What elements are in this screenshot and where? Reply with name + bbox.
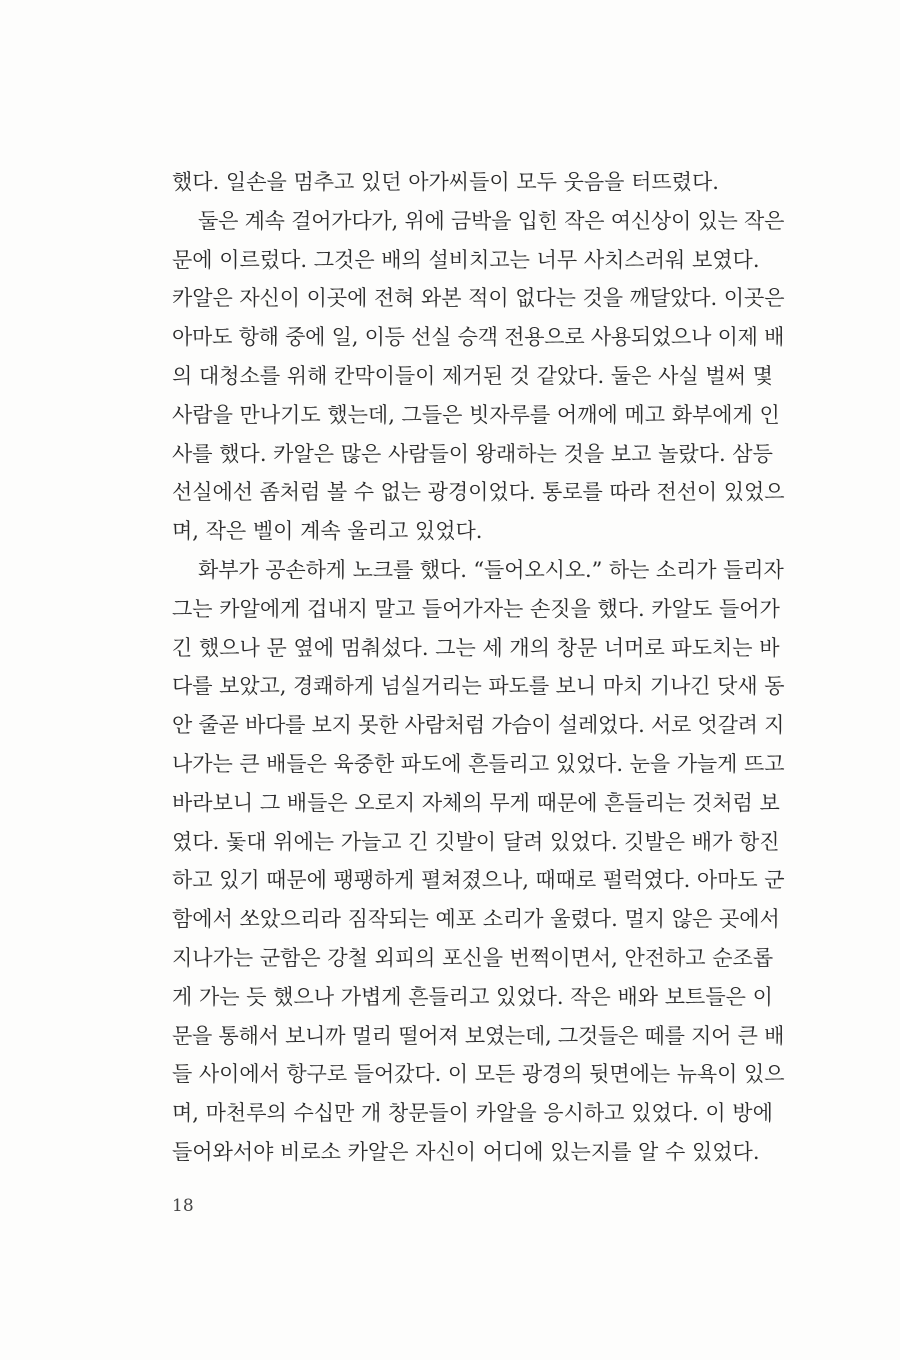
text-line: 화부가 공손하게 노크를 했다. “들어오시오.” 하는 소리가 들리자: [198, 557, 784, 582]
text-line: 였다. 돛대 위에는 가늘고 긴 깃발이 달려 있었다. 깃발은 배가 항진: [172, 829, 780, 854]
text-line: 문을 통해서 보니까 멀리 떨어져 보였는데, 그것들은 떼를 지어 큰 배: [172, 1023, 785, 1048]
text-line: 다를 보았고, 경쾌하게 넘실거리는 파도를 보니 마치 기나긴 닷새 동: [172, 674, 785, 699]
text-line: 긴 했으나 문 옆에 멈춰섰다. 그는 세 개의 창문 너머로 파도치는 바: [172, 635, 780, 660]
text-line: 둘은 계속 걸어가다가, 위에 금박을 입힌 작은 여신상이 있는 작은: [198, 208, 785, 233]
text-line: 의 대청소를 위해 칸막이들이 제거된 것 같았다. 둘은 사실 벌써 몇: [172, 363, 773, 388]
text-line: 문에 이르렀다. 그것은 배의 설비치고는 너무 사치스러워 보였다.: [172, 247, 760, 272]
text-line: 선실에선 좀처럼 볼 수 없는 광경이었다. 통로를 따라 전선이 있었으: [172, 480, 785, 505]
text-line: 게 가는 듯 했으나 가볍게 흔들리고 있었다. 작은 배와 보트들은 이: [172, 984, 773, 1009]
text-line: 들어와서야 비로소 카알은 자신이 어디에 있는지를 알 수 있었다.: [172, 1139, 760, 1164]
text-line: 바라보니 그 배들은 오로지 자체의 무게 때문에 흔들리는 것처럼 보: [172, 790, 780, 815]
text-line: 며, 작은 벨이 계속 울리고 있었다.: [172, 519, 483, 544]
text-line: 카알은 자신이 이곳에 전혀 와본 적이 없다는 것을 깨달았다. 이곳은: [172, 286, 785, 311]
body-text: [172, 163, 784, 1172]
text-line: 안 줄곧 바다를 보지 못한 사람처럼 가슴이 설레었다. 서로 엇갈려 지: [172, 713, 785, 738]
text-line: 하고 있기 때문에 팽팽하게 펼쳐졌으나, 때때로 펄럭였다. 아마도 군: [172, 868, 785, 893]
text-line: 사람을 만나기도 했는데, 그들은 빗자루를 어깨에 메고 화부에게 인: [172, 402, 780, 427]
text-line: 나가는 큰 배들은 육중한 파도에 흔들리고 있었다. 눈을 가늘게 뜨고: [172, 751, 785, 776]
page-number: 18: [172, 1196, 194, 1216]
text-line: 지나가는 군함은 강철 외피의 포신을 번쩍이면서, 안전하고 순조롭: [172, 945, 774, 970]
text-line: 아마도 항해 중에 일, 이등 선실 승객 전용으로 사용되었으나 이제 배: [172, 325, 785, 350]
text-line: 했다. 일손을 멈추고 있던 아가씨들이 모두 웃음을 터뜨렸다.: [172, 170, 719, 194]
text-line: 사를 했다. 카알은 많은 사람들이 왕래하는 것을 보고 놀랐다. 삼등: [172, 441, 773, 466]
text-line: 함에서 쏘았으리라 짐작되는 예포 소리가 울렸다. 멀지 않은 곳에서: [172, 907, 780, 932]
text-line: 며, 마천루의 수십만 개 창문들이 카알을 응시하고 있었다. 이 방에: [172, 1101, 773, 1126]
text-line: 들 사이에서 항구로 들어갔다. 이 모든 광경의 뒷면에는 뉴욕이 있으: [172, 1062, 785, 1087]
text-line: 그는 카알에게 겁내지 말고 들어가자는 손짓을 했다. 카알도 들어가: [172, 596, 780, 621]
